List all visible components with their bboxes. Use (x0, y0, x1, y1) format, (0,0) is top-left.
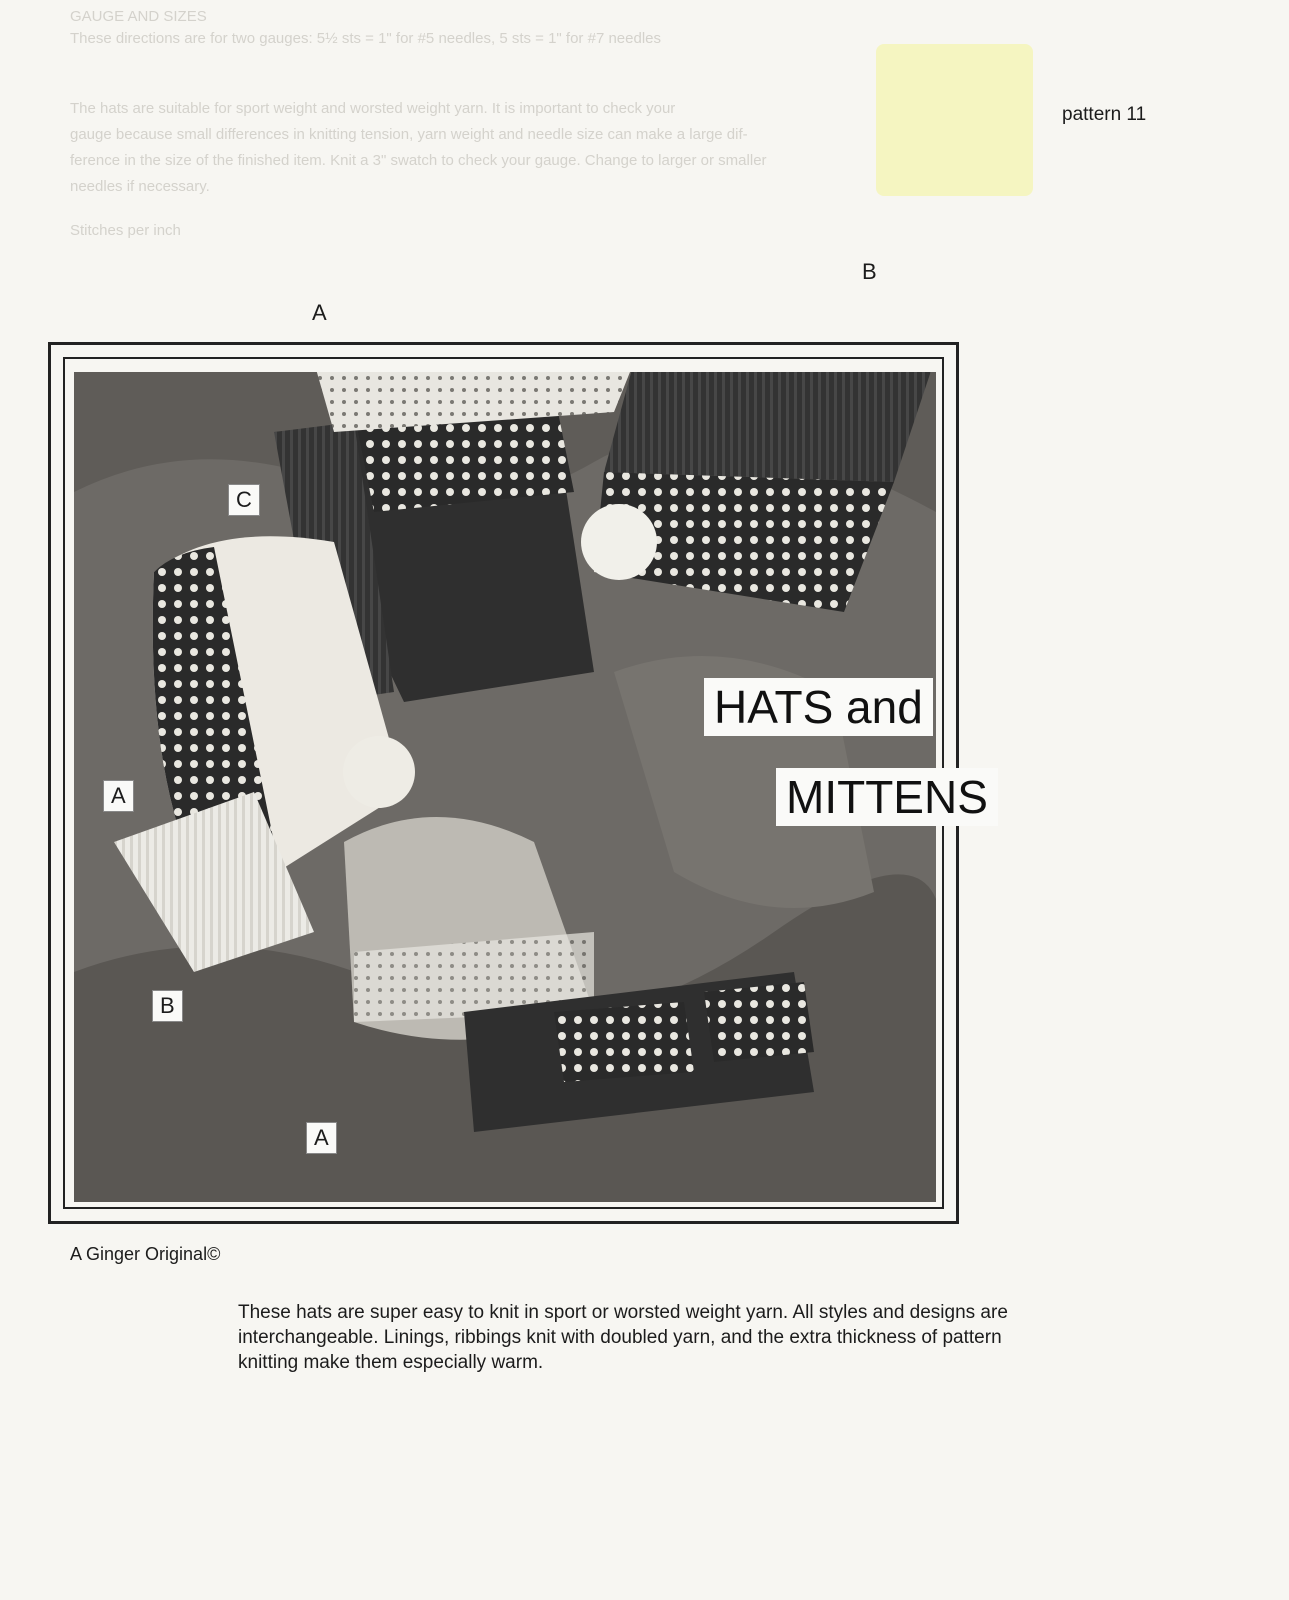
bleed-through-line: These directions are for two gauges: 5½ sts = 1" for #5 needles, 5 sts = 1" for #7 needles (70, 30, 661, 47)
pattern-number: pattern 11 (1062, 104, 1147, 125)
bleed-through-line: ference in the size of the finished item. Knit a 3" swatch to check your gauge. Change to larger or smaller (70, 152, 767, 169)
hat-label: A (312, 300, 327, 325)
highlighter-mark (876, 44, 1033, 196)
bleed-through-line: Stitches per inch (70, 222, 181, 239)
title-line-2: MITTENS (776, 768, 998, 826)
hat-label: C (228, 484, 260, 516)
bleed-through-line: GAUGE AND SIZES (70, 8, 207, 25)
hat-label: B (152, 990, 183, 1022)
hat-label: A (306, 1122, 337, 1154)
bleed-through-line: The hats are suitable for sport weight and worsted weight yarn. It is important to check your (70, 100, 676, 117)
title-line-1: HATS and (704, 678, 933, 736)
hat-label: A (103, 780, 134, 812)
bleed-through-line: needles if necessary. (70, 178, 210, 195)
description-paragraph: These hats are super easy to knit in sport or worsted weight yarn. All styles and designs are interchangeable. Linings, ribbings knit with doubled yarn, and the extra thickness of pattern knitting make them especially warm. (238, 1302, 1008, 1373)
hat-label: B (862, 259, 877, 284)
credit-line: A Ginger Original© (70, 1244, 221, 1264)
bleed-through-line: gauge because small differences in knitting tension, yarn weight and needle size can make a large dif- (70, 126, 748, 143)
